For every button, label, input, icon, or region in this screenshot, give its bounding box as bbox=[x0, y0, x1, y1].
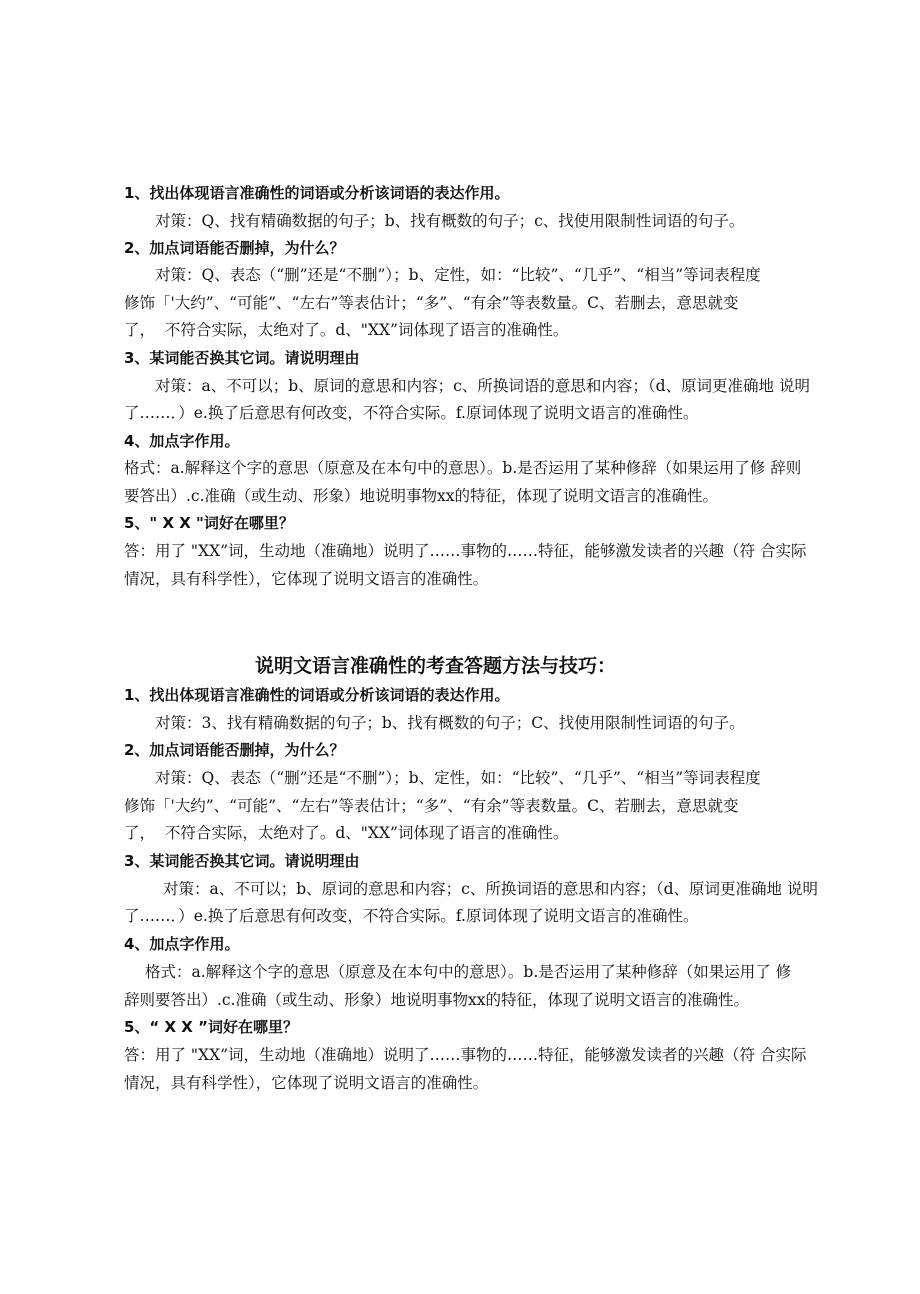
s1-q1-heading: 1、找出体现语言准确性的词语或分析该词语的表达作用。 bbox=[124, 184, 510, 202]
s1-q3-heading: 3、某词能否换其它词。请说明理由 bbox=[124, 349, 360, 367]
s1-q3-answer-line2: 了……．）e.换了后意思有何改变，不符合实际。f.原词体现了说明文语言的准确性。 bbox=[124, 404, 699, 422]
s1-q1-answer: 对策：Q、找有精确数据的句子；b、找有概数的句子；c、找使用限制性词语的句子。 bbox=[155, 212, 745, 230]
s2-q1-answer: 对策：3、找有精确数据的句子；b、找有概数的句子；C、找使用限制性词语的句子。 bbox=[155, 714, 745, 732]
page-title: 说明文语言准确性的考查答题方法与技巧： bbox=[255, 655, 617, 677]
s2-q3-answer-line1: 对策：a、不可以；b、原词的意思和内容；c、所换词语的意思和内容；（d、原词更准确地 说明 bbox=[163, 880, 818, 898]
s2-q5-answer-line2: 情况，具有科学性），它体现了说明文语言的准确性。 bbox=[124, 1074, 489, 1092]
s2-q4-answer-line2: 辞则要答出）.c.准确（或生动、形象）地说明事物xx的特征，体现了说明文语言的准确性。 bbox=[124, 991, 750, 1009]
s1-q3-answer-line1: 对策：a、不可以；b、原词的意思和内容；c、所换词语的意思和内容；（d、原词更准确地 说明 bbox=[155, 377, 810, 395]
s1-q5-heading: 5、" X X "词好在哪里？ bbox=[124, 514, 294, 532]
s2-q4-heading: 4、加点字作用。 bbox=[124, 935, 240, 953]
s1-q2-heading: 2、加点词语能否删掉，为什么？ bbox=[124, 239, 345, 257]
s2-q4-answer-line1: 格式：a.解释这个字的意思（原意及在本句中的意思）。b.是否运用了某种修辞（如果运用了 修 bbox=[145, 963, 792, 981]
s2-q3-heading: 3、某词能否换其它词。请说明理由 bbox=[124, 852, 360, 870]
s2-q5-answer-line1: 答：用了 "XX”词，生动地（准确地）说明了……事物的……特征，能够激发读者的兴趣（符 合实际 bbox=[124, 1046, 807, 1064]
s1-q2-answer-line3: 了， 不符合实际，太绝对了。d、"XX”词体现了语言的准确性。 bbox=[124, 321, 569, 339]
s1-q4-answer-line1: 格式：a.解释这个字的意思（原意及在本句中的意思）。b.是否运用了某种修辞（如果运用了修 辞则 bbox=[124, 459, 802, 477]
s1-q4-answer-line2: 要答出）.c.准确（或生动、形象）地说明事物xx的特征，体现了说明文语言的准确性。 bbox=[124, 487, 719, 505]
s1-q4-heading: 4、加点字作用。 bbox=[124, 432, 240, 450]
s2-q1-heading: 1、找出体现语言准确性的词语或分析该词语的表达作用。 bbox=[124, 686, 510, 704]
s1-q2-answer-line2: 修饰「'大约”、“可能”、“左右”等表估计；“多”、“有余”等表数量。C、若删去，意思就变 bbox=[124, 294, 739, 312]
s2-q2-heading: 2、加点词语能否删掉，为什么？ bbox=[124, 741, 345, 759]
s2-q3-answer-line2: 了……．）e.换了后意思有何改变，不符合实际。f.原词体现了说明文语言的准确性。 bbox=[124, 907, 699, 925]
s1-q5-answer-line1: 答：用了 "XX”词，生动地（准确地）说明了……事物的……特征，能够激发读者的兴趣（符 合实际 bbox=[124, 542, 807, 560]
s1-q2-answer-line1: 对策：Q、表态（“删”还是“不删”）；b、定性，如：“比较”、“几乎”、“相当”等词表程度 bbox=[155, 266, 761, 284]
s2-q2-answer-line2: 修饰「'大约”、“可能”、“左右”等表估计；“多”、“有余”等表数量。C、若删去，意思就变 bbox=[124, 797, 739, 815]
s2-q2-answer-line1: 对策：Q、表态（“删”还是“不删”）；b、定性，如：“比较”、“几乎”、“相当”等词表程度 bbox=[155, 769, 761, 787]
s1-q5-answer-line2: 情况，具有科学性），它体现了说明文语言的准确性。 bbox=[124, 570, 489, 588]
s2-q5-heading: 5、“ X X ”词好在哪里？ bbox=[124, 1018, 298, 1036]
s2-q2-answer-line3: 了， 不符合实际，太绝对了。d、"XX”词体现了语言的准确性。 bbox=[124, 824, 569, 842]
